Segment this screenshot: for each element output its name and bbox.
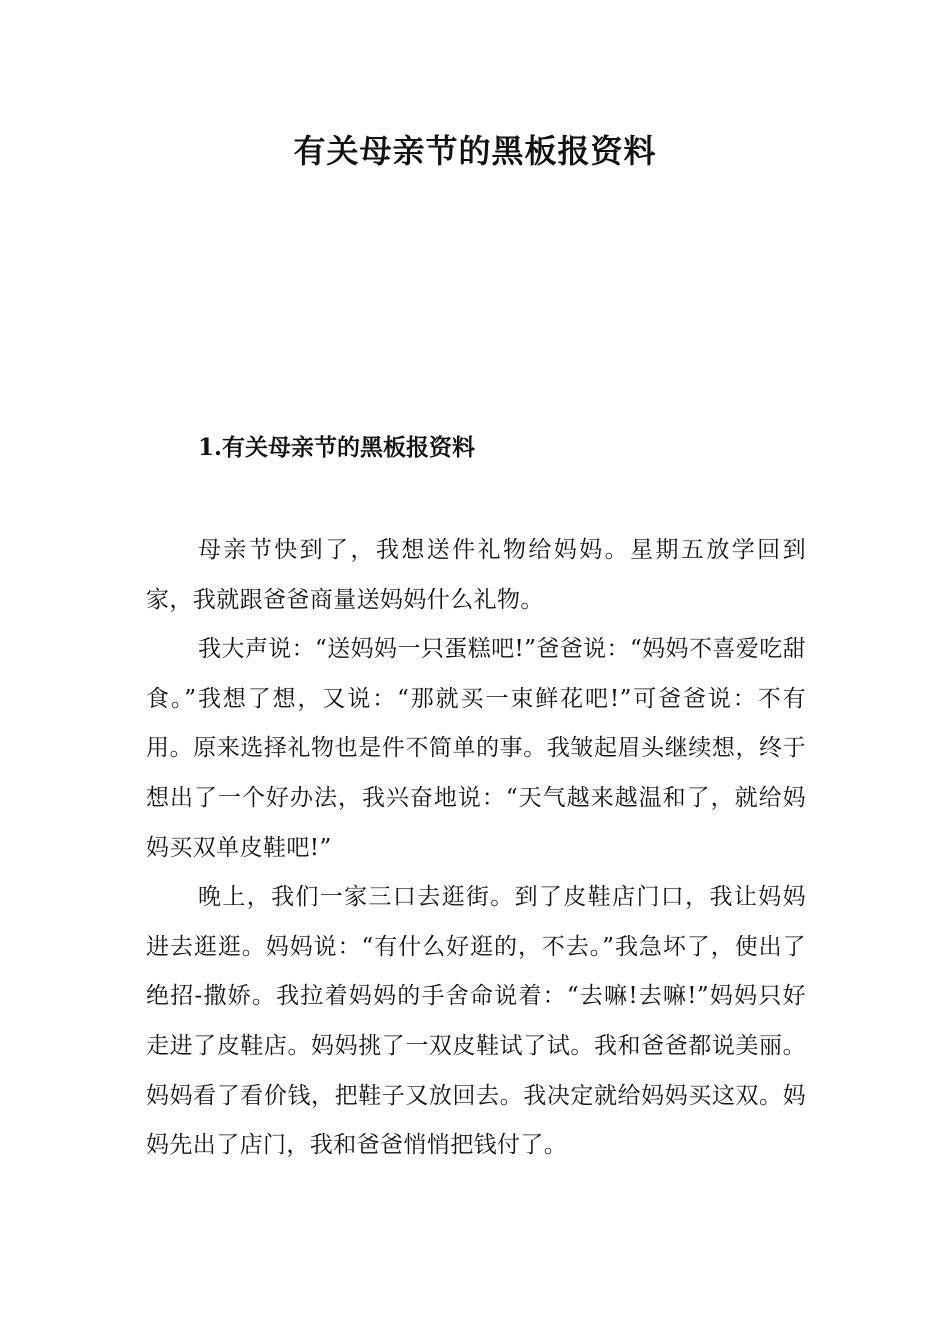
paragraph: 晚上，我们一家三口去逛街。到了皮鞋店门口，我让妈妈进去逛逛。妈妈说：“有什么好逛的，不去。”我急坏了，使出了绝招-撒娇。我拉着妈妈的手舍命说着：“去嘛!去嘛!”妈妈只好走进了皮鞋店。妈妈挑了一双皮鞋试了试。我和爸爸都说美丽。妈妈看了看价钱，把鞋子又放回去。我决定就给妈妈买这双。妈妈先出了店门，我和爸爸悄悄把钱付了。 <box>146 884 806 1159</box>
section-heading: 1.有关母亲节的黑板报资料 <box>198 434 476 461</box>
paragraph: 我大声说：“送妈妈一只蛋糕吧!”爸爸说：“妈妈不喜爱吃甜食。”我想了想，又说：“那就买一束鲜花吧!”可爸爸说：不有用。原来选择礼物也是件不简单的事。我皱起眉头继续想，终于想出了一个好办法，我兴奋地说：“天气越来越温和了，就给妈妈买双单皮鞋吧!” <box>146 636 806 861</box>
document-title: 有关母亲节的黑板报资料 <box>293 132 657 170</box>
document-body <box>146 526 806 1171</box>
paragraph: 母亲节快到了，我想送件礼物给妈妈。星期五放学回到家，我就跟爸爸商量送妈妈什么礼物。 <box>146 537 806 613</box>
